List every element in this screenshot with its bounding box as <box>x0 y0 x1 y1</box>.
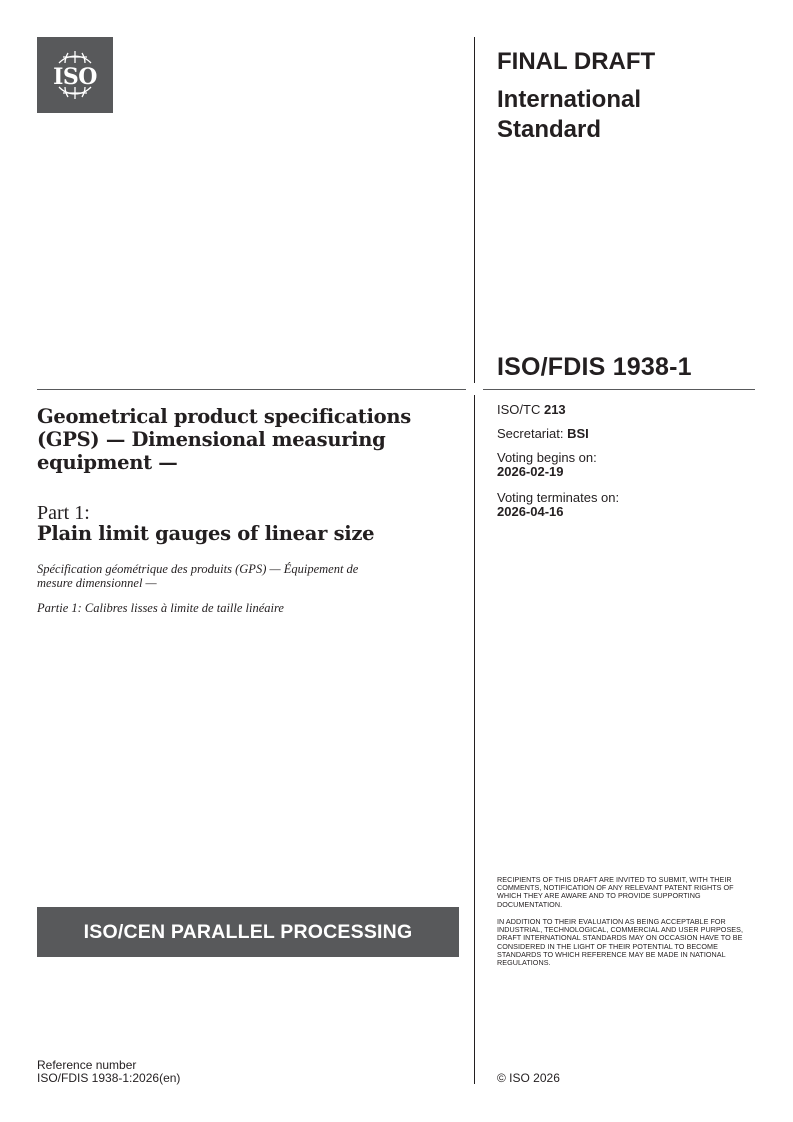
main-title-line3: equipment — <box>37 451 178 474</box>
voting-terminates-date: 2026-04-16 <box>497 504 564 519</box>
reference-label: Reference number <box>37 1058 137 1072</box>
iso-logo <box>37 37 113 113</box>
document-number: ISO/FDIS 1938-1 <box>497 353 692 381</box>
copyright: © ISO 2026 <box>497 1071 560 1085</box>
committee-value: 213 <box>543 402 566 417</box>
document-type-line1: International <box>497 86 642 113</box>
secretariat <box>497 427 589 441</box>
document-type <box>497 85 641 145</box>
document-status: FINAL DRAFT <box>497 48 656 75</box>
notice-evaluation: IN ADDITION TO THEIR EVALUATION AS BEING ACCEPTABLE FOR INDUSTRIAL, TECHNOLOGICAL, COMMERCIAL AND USER PURPOSES, DRAFT INTERNATIONAL STANDARDS MAY ON OCCASION HAVE TO BE CONSIDERED IN THE LIGHT OF THEIR POTENTIAL TO BECOME STANDARDS TO WHICH REFERENCE MAY BE MADE IN NATIONAL REGULATIONS. <box>497 917 744 968</box>
committee <box>497 403 566 417</box>
reference-value: ISO/FDIS 1938-1:2026(en) <box>37 1071 181 1085</box>
iso-globe-logo-icon <box>37 37 113 113</box>
title-rule-left <box>37 389 466 390</box>
part-label: Part 1: <box>37 502 90 524</box>
secretariat-label: Secretariat: <box>497 426 564 441</box>
voting-terminates-label: Voting terminates on: <box>497 490 620 505</box>
main-title-line1: Geometrical product specifications <box>37 405 411 428</box>
voting-begins <box>497 451 597 479</box>
voting-terminates <box>497 491 619 519</box>
committee-label: ISO/TC <box>497 402 541 417</box>
main-title <box>37 405 457 474</box>
document-type-line2: Standard <box>497 116 602 143</box>
french-title-line1: Spécification géométrique des produits (GPS) — Équipement de <box>37 562 359 576</box>
voting-begins-label: Voting begins on: <box>497 450 597 465</box>
main-title-line2: (GPS) — Dimensional measuring <box>37 428 386 451</box>
parallel-processing-banner: ISO/CEN PARALLEL PROCESSING <box>37 907 459 957</box>
part-title: Plain limit gauges of linear size <box>37 522 375 545</box>
secretariat-value: BSI <box>567 426 589 441</box>
notice-patent-rights: RECIPIENTS OF THIS DRAFT ARE INVITED TO SUBMIT, WITH THEIR COMMENTS, NOTIFICATION OF ANY RELEVANT PATENT RIGHTS OF WHICH THEY ARE AWARE AND TO PROVIDE SUPPORTING DOCUMENTATION. <box>497 875 734 909</box>
french-title-line2: mesure dimensionnel — <box>37 575 157 590</box>
title-rule-right <box>483 389 755 390</box>
reference-number <box>37 1059 180 1085</box>
french-title <box>37 563 457 590</box>
voting-begins-date: 2026-02-19 <box>497 464 564 479</box>
column-divider <box>474 37 475 1084</box>
svg-text:ISO: ISO <box>53 64 97 90</box>
divider-gap <box>470 383 479 395</box>
french-part-title: Partie 1: Calibres lisses à limite de taille linéaire <box>37 601 284 615</box>
